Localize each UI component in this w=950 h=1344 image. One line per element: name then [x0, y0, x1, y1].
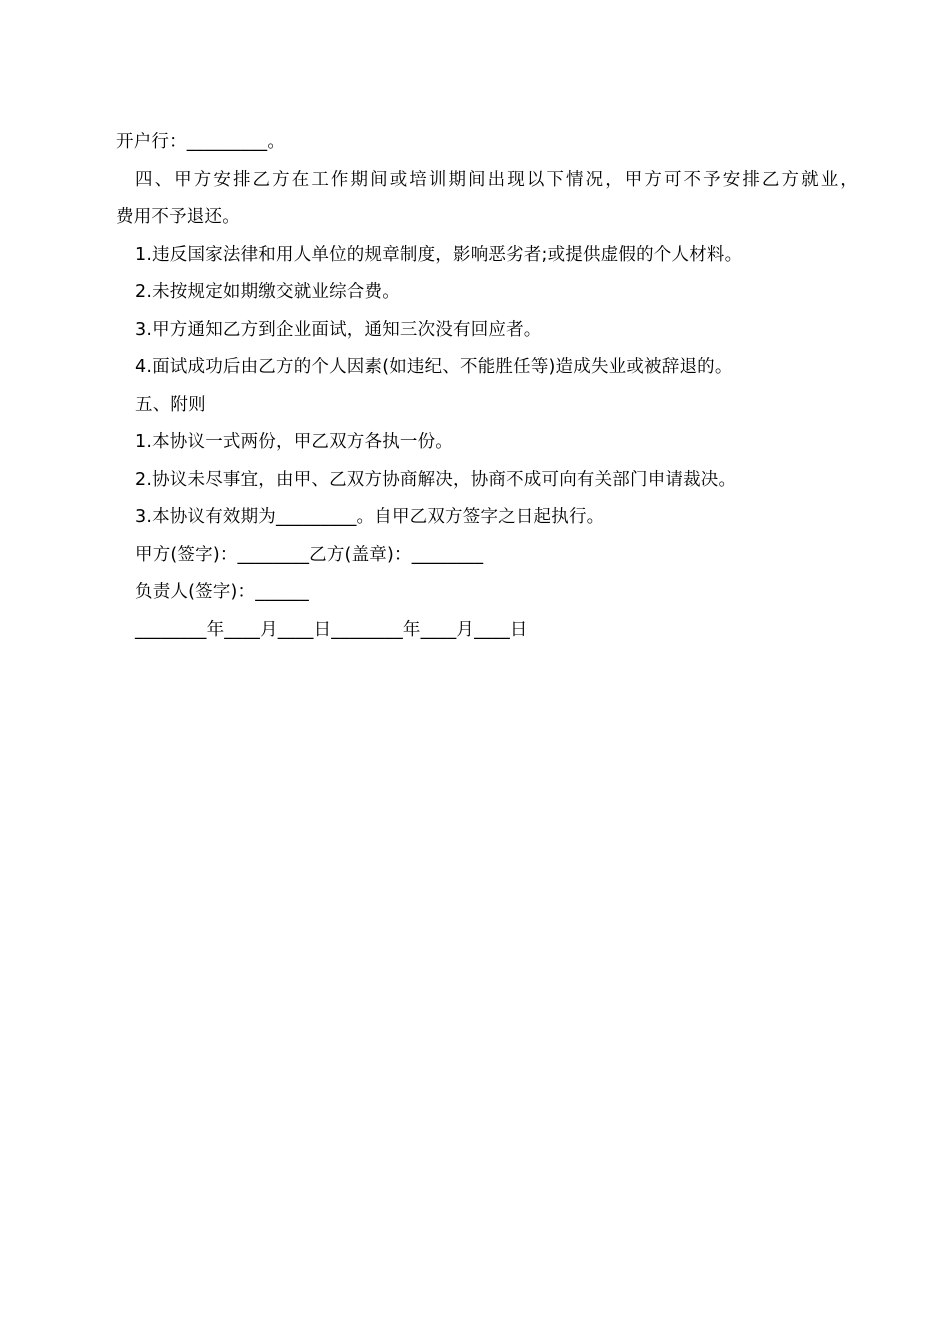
clause-4-1: 1.违反国家法律和用人单位的规章制度，影响恶劣者;或提供虚假的个人材料。: [135, 244, 743, 265]
clause-4-4: 4.面试成功后由乙方的个人因素(如违纪、不能胜任等)造成失业或被辞退的。: [135, 357, 733, 377]
clause-5-3: 3.本协议有效期为_________。自甲乙双方签字之日起执行。: [135, 507, 605, 527]
clause-5-1: 1.本协议一式两份，甲乙双方各执一份。: [135, 432, 453, 452]
bank-line: 开户行：_________。: [116, 132, 286, 152]
responsible-person-line: 负责人(签字)：______: [135, 582, 309, 602]
signature-line: 甲方(签字)：________乙方(盖章)：________: [135, 544, 484, 565]
document-body: [116, 124, 858, 649]
date-line: ________年____月____日________年____月____日: [135, 619, 528, 640]
section-four-heading: 四、甲方安排乙方在工作期间或培训期间出现以下情况，甲方可不予安排乙方就业，: [135, 169, 858, 190]
clause-4-2: 2.未按规定如期缴交就业综合费。: [135, 282, 400, 302]
section-five-heading: 五、附则: [135, 394, 206, 415]
clause-4-3: 3.甲方通知乙方到企业面试，通知三次没有回应者。: [135, 319, 542, 340]
clause-5-2: 2.协议未尽事宜，由甲、乙双方协商解决，协商不成可向有关部门申请裁决。: [135, 469, 737, 490]
section-four-continuation: 费用不予退还。: [116, 207, 240, 227]
